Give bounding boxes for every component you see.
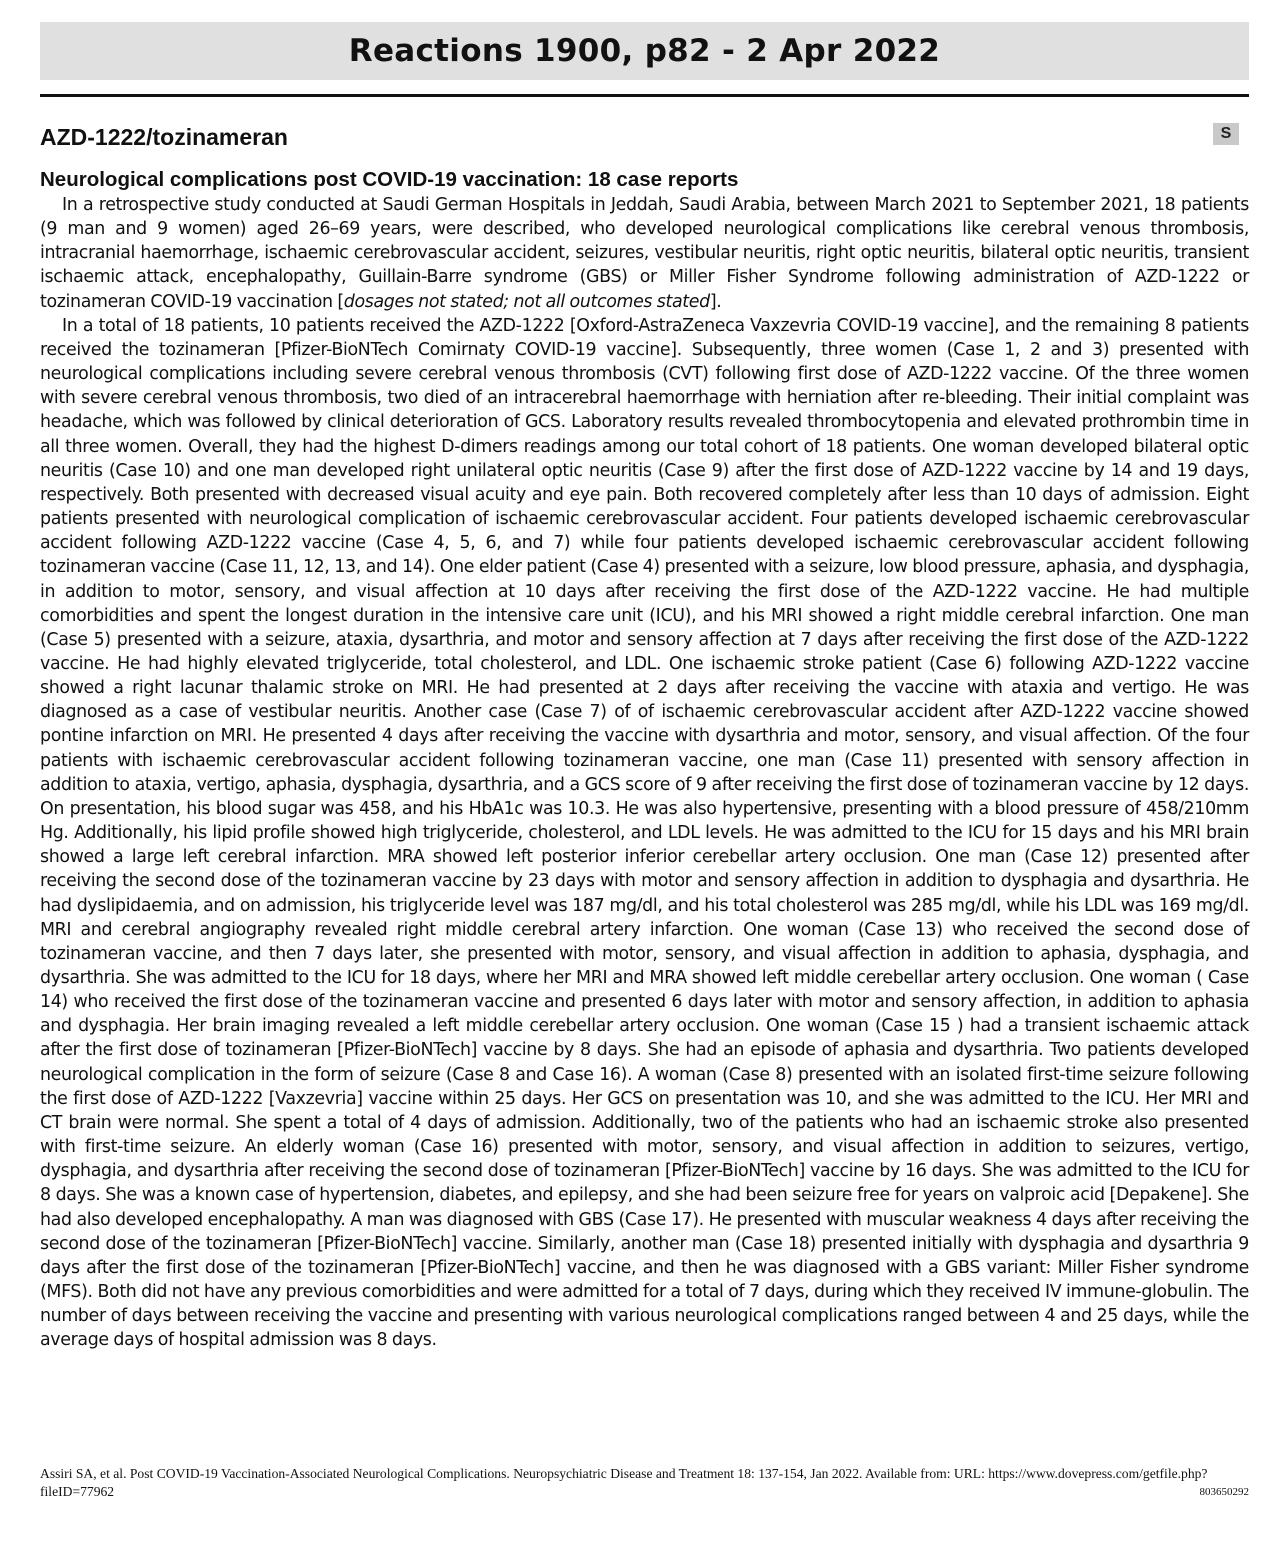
banner-title: Reactions 1900, p82 - 2 Apr 2022 bbox=[348, 33, 941, 69]
drug-name: AZD-1222/tozinameran bbox=[40, 124, 288, 150]
header-divider bbox=[40, 94, 1249, 97]
reference-footer bbox=[40, 1465, 1249, 1501]
reference-citation: Assiri SA, et al. Post COVID-19 Vaccination-Associated Neurological Complications. Neuropsychiatric Disease and Treatment 18: 137-154, Jan 2022. Available from: URL: https://www.dovepress.com/getfile.php?fileID=77962 bbox=[40, 1466, 1208, 1499]
header-banner bbox=[40, 22, 1249, 80]
document-id: 803650292 bbox=[1199, 1486, 1249, 1498]
article-body bbox=[40, 193, 1249, 1353]
paragraph-1-end: ]. bbox=[709, 291, 722, 312]
article-headline: Neurological complications post COVID-19 vaccination: 18 case reports bbox=[40, 168, 739, 191]
paragraph-2: In a total of 18 patients, 10 patients received the AZD-1222 [Oxford-AstraZeneca Vaxzevria COVID-19 vaccine], and the remaining 8 patients received the tozinameran [Pfizer-BioNTech Comirnaty COVID-19 vaccine]. Subsequently, three women (Case 1, 2 and 3) presented with neurological complications including severe cerebral venous thrombosis (CVT) following first dose of AZD-1222 vaccine. Of the three women with severe cerebral venous thrombosis, two died of an intracerebral haemorrhage with herniation after re-bleeding. Their initial complaint was headache, which was followed by clinical deterioration of GCS. Laboratory results revealed thrombocytopenia and elevated prothrombin time in all three women. Overall, they had the highest D-dimers readings among our total cohort of 18 patients. One woman developed bilateral optic neuritis (Case 10) and one man developed right unilateral optic neuritis (Case 9) after the first dose of AZD-1222 vaccine by 14 and 19 days, respectively. Both presented with decreased visual acuity and eye pain. Both recovered completely after less than 10 days of admission. Eight patients presented with neurological complication of ischaemic cerebrovascular accident. Four patients developed ischaemic cerebrovascular accident following AZD-1222 vaccine (Case 4, 5, 6, and 7) while four patients developed ischaemic cerebrovascular accident following tozinameran vaccine (Case 11, 12, 13, and 14). One elder patient (Case 4) presented with a seizure, low blood pressure, aphasia, and dysphagia, in addition to motor, sensory, and visual affection at 10 days after receiving the first dose of the AZD-1222 vaccine. He had multiple comorbidities and spent the longest duration in the intensive care unit (ICU), and his MRI showed a right middle cerebral infarction. One man (Case 5) presented with a seizure, ataxia, dysarthria, and motor and sensory affection at 7 days after receiving the first dose of the AZD-1222 vaccine. He had highly elevated triglyceride, total cholesterol, and LDL. One ischaemic stroke patient (Case 6) following AZD-1222 vaccine showed a right lacunar thalamic stroke on MRI. He had presented at 2 days after receiving the vaccine with ataxia and vertigo. He was diagnosed as a case of vestibular neuritis. Another case (Case 7) of of ischaemic cerebrovascular accident after AZD-1222 vaccine showed pontine infarction on MRI. He presented 4 days after receiving the vaccine with dysarthria and motor, sensory, and visual affection. Of the four patients with ischaemic cerebrovascular accident following tozinameran vaccine, one man (Case 11) presented with sensory affection in addition to ataxia, vertigo, aphasia, dysphagia, dysarthria, and a GCS score of 9 after receiving the first dose of tozinameran vaccine by 12 days. On presentation, his blood sugar was 458, and his HbA1c was 10.3. He was also hypertensive, presenting with a blood pressure of 458/210mm Hg. Additionally, his lipid profile showed high triglyceride, cholesterol, and LDL levels. He was admitted to the ICU for 15 days and his MRI brain showed a large left cerebral infarction. MRA showed left posterior inferior cerebellar artery occlusion. One man (Case 12) presented after receiving the second dose of the tozinameran vaccine by 23 days with motor and sensory affection in addition to dysphagia and dysarthria. He had dyslipidaemia, and on admission, his triglyceride level was 187 mg/dl, and his total cholesterol was 285 mg/dl, while his LDL was 169 mg/dl. MRI and cerebral angiography revealed right middle cerebral artery infarction. One woman (Case 13) who received the second dose of tozinameran vaccine, and then 7 days later, she presented with motor, sensory, and visual affection in addition to aphasia, dysphagia, and dysarthria. She was admitted to the ICU for 18 days, where her MRI and MRA showed left middle cerebellar artery occlusion. One woman ( Case 14) who received the first dose of the tozinameran vaccine and presented 6 days later with motor and sensory affection, in addition to aphasia and dysphagia. Her brain imaging revealed a left middle cerebellar artery occlusion. One woman (Case 15 ) had a transient ischaemic attack after the first dose of tozinameran [Pfizer-BioNTech] vaccine by 8 days. She had an episode of aphasia and dysarthria. Two patients developed neurological complication in the form of seizure (Case 8 and Case 16). A woman (Case 8) presented with an isolated first-time seizure following the first dose of AZD-1222 [Vaxzevria] vaccine within 25 days. Her GCS on presentation was 10, and she was admitted to the ICU. Her MRI and CT brain were normal. She spent a total of 4 days of admission. Additionally, two of the patients who had an ischaemic stroke also presented with first-time seizure. An elderly woman (Case 16) presented with motor, sensory, and visual affection in addition to seizures, vertigo, dysphagia, and dysarthria after receiving the second dose of tozinameran [Pfizer-BioNTech] vaccine by 16 days. She was admitted to the ICU for 8 days. She was a known case of hypertension, diabetes, and epilepsy, and she had been seizure free for years on valproic acid [Depakene]. She had also developed encephalopathy. A man was diagnosed with GBS (Case 17). He presented with muscular weakness 4 days after receiving the second dose of the tozinameran [Pfizer-BioNTech] vaccine. Similarly, another man (Case 18) presented initially with dysphagia and dysarthria 9 days after the first dose of the tozinameran [Pfizer-BioNTech] vaccine, and then he was diagnosed with a GBS variant: Miller Fisher syndrome (MFS). Both did not have any previous comorbidities and were admitted for a total of 7 days, during which they received IV immune-globulin. The number of days between receiving the vaccine and presenting with various neurological complications ranged between 4 and 25 days, while the average days of hospital admission was 8 days. bbox=[40, 315, 1249, 1351]
paragraph-1-main: In a retrospective study conducted at Saudi German Hospitals in Jeddah, Saudi Arabia, between March 2021 to September 2021, 18 patients (9 man and 9 women) aged 26–69 years, were described, who developed neurological complications like cerebral venous thrombosis, intracranial haemorrhage, ischaemic cerebrovascular accident, seizures, vestibular neuritis, right optic neuritis, bilateral optic neuritis, transient ischaemic attack, encephalopathy, Guillain-Barre syndrome (GBS) or Miller Fisher Syndrome following administration of AZD-1222 or tozinameran COVID-19 vaccination [ bbox=[40, 195, 1249, 312]
paragraph-1 bbox=[40, 193, 1249, 314]
paragraph-1-italic: dosages not stated; not all outcomes stated bbox=[343, 291, 710, 312]
seriousness-badge: S bbox=[1213, 123, 1239, 145]
